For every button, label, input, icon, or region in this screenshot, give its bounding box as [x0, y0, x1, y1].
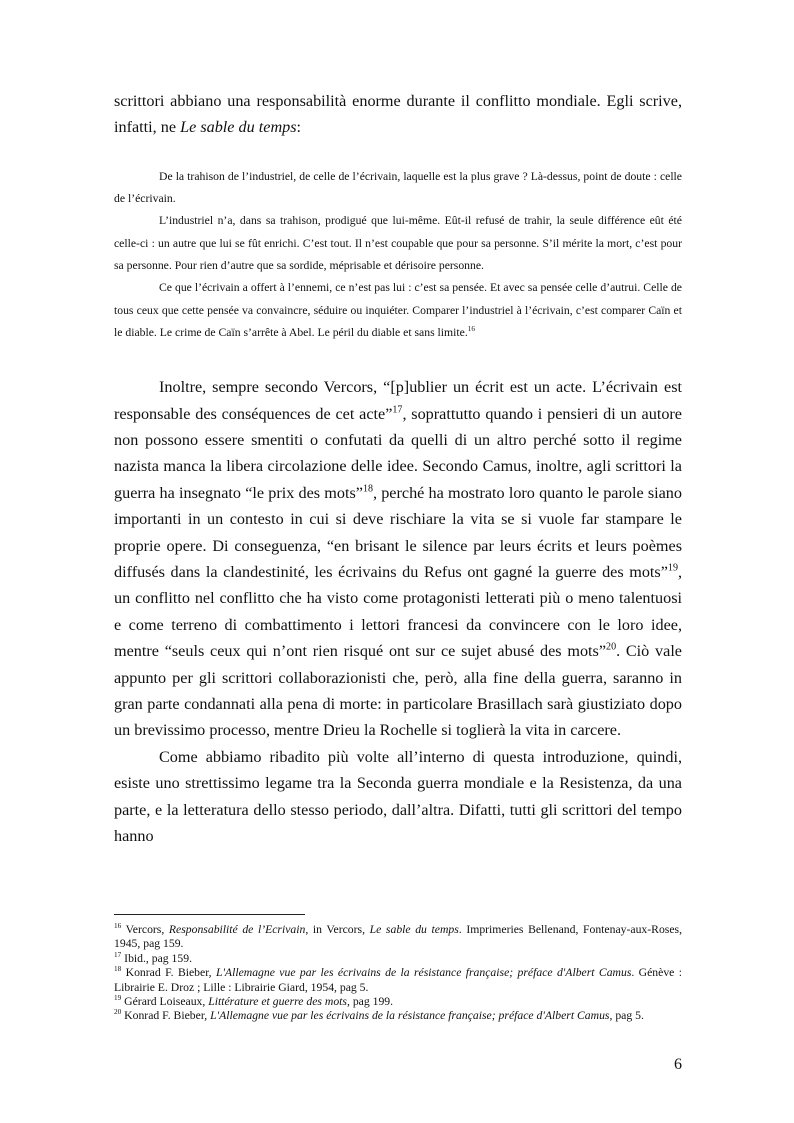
footnote-17: [114, 952, 682, 966]
footnote-ref-19[interactable]: 19: [667, 562, 678, 574]
para-text: , un conflitto nel conflitto che ha visto come protagonisti letterati più o meno talentuosi e come terreno di combattimento i lettori francesi da convincere con le loro idee, mentre “seuls ceux qui n’ont rien risqué ont sur ce sujet abusé des mots”: [114, 563, 682, 661]
footnote-text: , in Vercors,: [305, 923, 370, 936]
intro-paragraph: [114, 88, 682, 141]
paragraph-conclusion: Come abbiamo ribadito più volte all’interno di questa introduzione, quindi, esiste uno strettissimo legame tra la Seconda guerra mondiale e la Resistenza, da una parte, e la letteratura dello stesso periodo, dall’altra. Difatti, tutti gli scrittori del tempo hanno: [114, 747, 682, 846]
footnote-ref-18[interactable]: 18: [362, 483, 373, 495]
footnote-16: [114, 923, 682, 952]
footnote-number: 19: [114, 994, 122, 1003]
footnote-ref-17[interactable]: 17: [392, 404, 403, 416]
para-text: . Ciò vale appunto per gli scrittori collaborazionisti che, però, alla fine della guerra, saranno in gran parte condannati alla pena di morte: in particolare Brasillach sarà giustiziato dopo un brevissimo processo, mentre Drieu la Rochelle si toglierà la vita in carcere.: [114, 642, 682, 740]
footnote-title: L'Allemagne vue par les écrivains de la résistance française; préface d'Albert Camus: [215, 966, 632, 980]
footnote-ref-20[interactable]: 20: [606, 641, 617, 653]
quote-text-3: Ce que l’écrivain a offert à l’ennemi, ce n’est pas lui : c’est sa pensée. Et avec sa pensée celle d’autrui. Celle de tous ceux que cette pensée va convaincre, séduire ou inquiéter. Comparer l’industriel à l’écrivain, c’est comparer Caïn et le diable. Le crime de Caïn s’arrête à Abel. Le péril du diable et sans limite.: [114, 281, 682, 339]
footnote-20: [114, 1009, 682, 1023]
footnote-title: Le sable du temps: [369, 923, 459, 936]
footnote-ref-16[interactable]: 16: [467, 325, 475, 333]
footnote-text: Konrad F. Bieber,: [125, 966, 216, 980]
footnote-number: 18: [114, 965, 122, 974]
footnote-text: , pag 199.: [346, 995, 394, 1009]
footnote-text: Gérard Loiseaux,: [124, 995, 209, 1009]
para-text: Inoltre, sempre secondo Vercors, “[p]ublier un écrit est un acte. L’écrivain est responsable des conséquences de cet acte”: [114, 378, 682, 423]
page-body: [114, 88, 682, 850]
footnote-text: , pag 5.: [609, 1009, 644, 1023]
page-number: 6: [674, 1056, 682, 1073]
quote-paragraph-2: L’industriel n’a, dans sa trahison, prodigué que lui-même. Eût-il refusé de trahir, la seule différence eût été celle-ci : un autre que lui se fût enrichi. C’est tout. Il n’est coupable que pour sa personne. S’il mérite la mort, c’est pour sa personne. Pour rien d’autre que sa sordide, méprisable et dérisoire personne.: [114, 214, 682, 272]
footnote-number: 16: [114, 922, 122, 931]
footnote-19: [114, 995, 682, 1009]
block-quote: [114, 166, 682, 344]
footnote-title: L'Allemagne vue par les écrivains de la résistance française; préface d'Albert Camus: [210, 1009, 610, 1023]
footnote-text: Ibid., pag 159.: [124, 951, 193, 965]
intro-text: scrittori abbiano una responsabilità enorme durante il conflitto mondiale. Egli scrive, infatti, ne: [114, 92, 682, 137]
footnote-number: 20: [114, 1008, 122, 1017]
footnotes-section: [114, 914, 682, 1024]
footnote-divider: [114, 914, 305, 915]
intro-colon: :: [296, 118, 302, 137]
footnote-title: Littérature et guerre des mots: [208, 995, 347, 1009]
footnote-title: Responsabilité de l’Ecrivain: [168, 923, 306, 936]
footnote-text: Konrad F. Bieber,: [124, 1009, 211, 1023]
quote-paragraph-1: De la trahison de l’industriel, de celle de l’écrivain, laquelle est la plus grave ? Là-dessus, point de doute : celle de l’écrivain.: [114, 169, 682, 206]
quote-paragraph-3: [114, 277, 682, 344]
footnote-text: . Imprimeries Bellenand, Fontenay-aux-Roses, 1945, pag 159.: [114, 923, 682, 951]
paragraph-vercors-camus: [114, 374, 682, 744]
book-title: Le sable du temps: [180, 118, 297, 137]
footnote-number: 17: [114, 950, 122, 959]
para-text: , soprattutto quando i pensieri di un autore non possono essere smentiti o confutati da quelli di un altro perché sotto il regime nazista manca la libera circolazione delle idee. Secondo Camus, inoltre, agli scrittori la guerra ha insegnato “le prix des mots”: [114, 404, 682, 502]
footnote-text: Vercors,: [125, 923, 169, 936]
para-text: , perché ha mostrato loro quanto le parole siano importanti in un contesto in cui si deve rischiare la vita se si vuole far stampare le proprie opere. Di conseguenza, “en brisant le silence par leurs écrits et leurs poèmes diffusés dans la clandestinité, les écrivains du Refus ont gagné la guerre des mots”: [114, 483, 682, 582]
footnote-18: [114, 966, 682, 995]
footnote-text: . Génève : Librairie E. Droz ; Lille : Librairie Giard, 1954, pag 5.: [114, 966, 682, 994]
